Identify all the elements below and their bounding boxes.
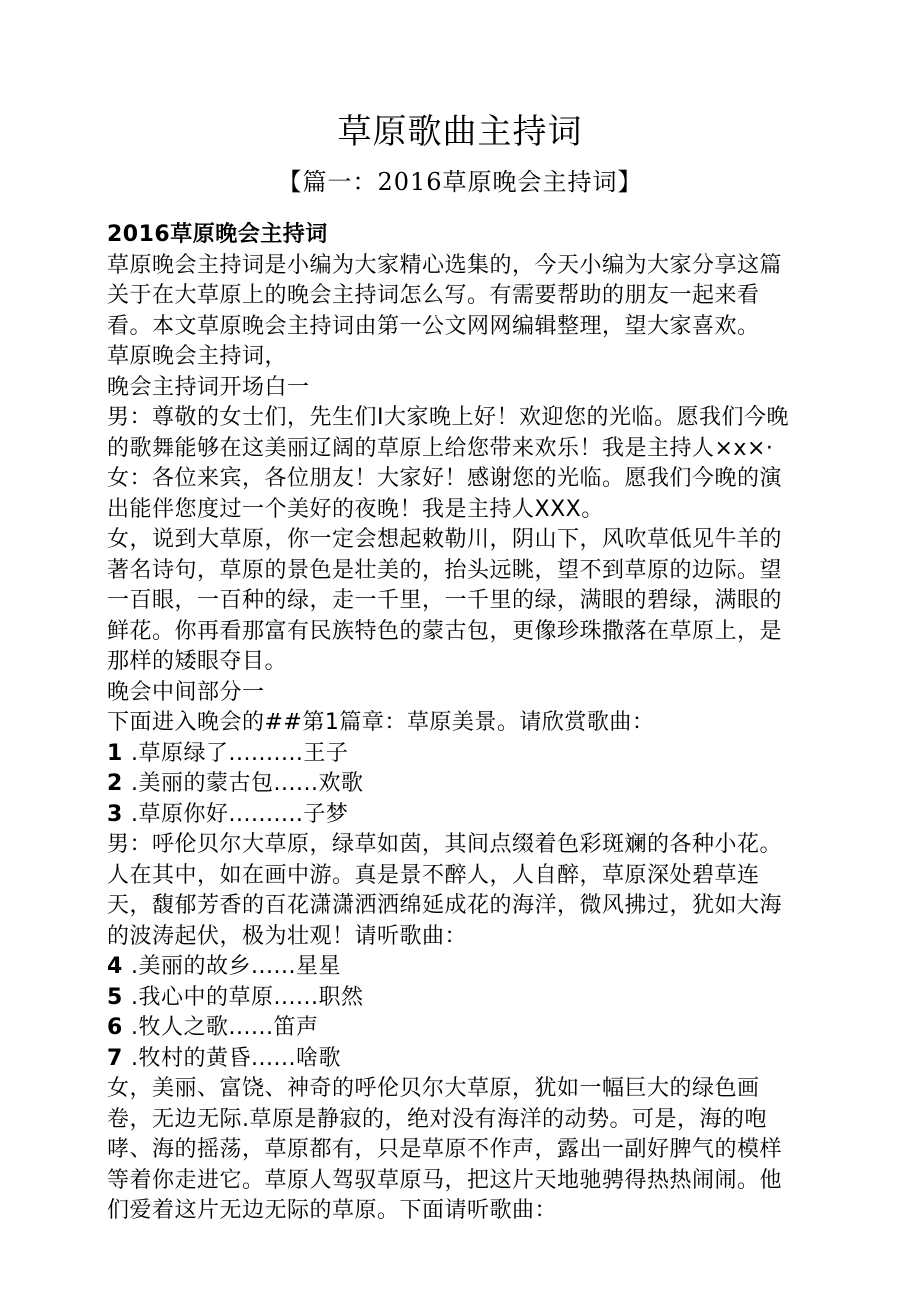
text-line bbox=[107, 403, 817, 434]
line-text: 女，说到大草原，你一定会想起敕勒川，阴山下，风吹草低见牛羊的 bbox=[107, 527, 783, 552]
line-text: 下面进入晚会的##第1篇章：草原美景。请欣赏歌曲： bbox=[107, 710, 655, 735]
song-number: 3 bbox=[107, 801, 123, 827]
song-list-item bbox=[107, 1013, 817, 1044]
text-line bbox=[107, 1166, 817, 1197]
text-line bbox=[107, 251, 817, 282]
line-text: 那样的矮眼夺目。 bbox=[107, 649, 288, 674]
line-text: 男：呼伦贝尔大草原，绿草如茵，其间点缀着色彩斑斓的各种小花。 bbox=[107, 832, 783, 857]
song-list-item bbox=[107, 769, 817, 800]
text-line bbox=[107, 708, 817, 739]
song-list-item bbox=[107, 739, 817, 770]
line-text: 晚会主持词开场白一 bbox=[107, 374, 310, 400]
line-text: 哮、海的摇荡，草原都有，只是草原不作声，露出一副好脾气的模样 bbox=[107, 1137, 783, 1162]
line-text: 女，美丽、富饶、神奇的呼伦贝尔大草原，犹如一幅巨大的绿色画 bbox=[107, 1076, 760, 1101]
line-text: 晚会中间部分一 bbox=[107, 679, 265, 705]
line-text: .牧人之歌......笛声 bbox=[131, 1015, 319, 1040]
song-number: 7 bbox=[107, 1045, 123, 1071]
text-line bbox=[107, 922, 817, 953]
line-text: 看。本文草原晚会主持词由第一公文网网编辑整理，望大家喜欢。 bbox=[107, 313, 760, 339]
line-text: 草原晚会主持词是小编为大家精心选集的，今天小编为大家分享这篇 bbox=[107, 252, 783, 278]
line-text: .美丽的故乡......星星 bbox=[131, 954, 341, 979]
line-text: .美丽的蒙古包......欢歌 bbox=[131, 771, 364, 796]
line-text: 的歌舞能够在这美丽辽阔的草原上给您带来欢乐！我是主持人×x×· bbox=[107, 435, 774, 461]
text-line bbox=[107, 220, 817, 251]
song-list-item bbox=[107, 1044, 817, 1075]
text-line bbox=[107, 281, 817, 312]
text-line bbox=[107, 1135, 817, 1166]
line-text: 一百眼，一百种的绿，走一千里，一千里的绿，满眼的碧绿，满眼的 bbox=[107, 588, 783, 613]
text-line bbox=[107, 891, 817, 922]
line-text: 女：各位来宾，各位朋友！大家好！感谢您的光临。愿我们今晚的演 bbox=[107, 466, 783, 491]
text-line bbox=[107, 373, 817, 404]
document-body bbox=[107, 220, 817, 1227]
text-line bbox=[107, 1105, 817, 1136]
text-line bbox=[107, 586, 817, 617]
text-line bbox=[107, 342, 817, 373]
line-text: 人在其中，如在画中游。真是景不醉人，人自醉，草原深处碧草连 bbox=[107, 862, 760, 888]
text-line bbox=[107, 556, 817, 587]
text-line bbox=[107, 1074, 817, 1105]
line-text: 卷，无边无际.草原是静寂的，绝对没有海洋的动势。可是，海的咆 bbox=[107, 1106, 767, 1132]
text-line bbox=[107, 678, 817, 709]
line-text: 天，馥郁芳香的百花潇潇洒洒绵延成花的海洋，微风拂过，犹如大海 bbox=[107, 893, 783, 918]
line-text: 鲜花。你再看那富有民族特色的蒙古包，更像珍珠撒落在草原上，是 bbox=[107, 618, 783, 644]
line-text: .草原绿了..........王子 bbox=[131, 740, 349, 766]
document-title: 草原歌曲主持词 bbox=[337, 112, 583, 152]
line-text: 等着你走进它。草原人驾驭草原马，把这片天地驰骋得热热闹闹。他 bbox=[107, 1167, 783, 1193]
line-text: 的波涛起伏，极为壮观！请听歌曲： bbox=[107, 923, 468, 949]
line-text: 出能伴您度过一个美好的夜晚！我是主持人XXX。 bbox=[107, 496, 604, 522]
text-line bbox=[107, 464, 817, 495]
text-line bbox=[107, 861, 817, 892]
song-list-item bbox=[107, 983, 817, 1014]
song-number: 4 bbox=[107, 954, 123, 979]
line-text: .牧村的黄昏......啥歌 bbox=[131, 1045, 341, 1071]
song-number: 2 bbox=[107, 771, 123, 796]
text-line bbox=[107, 1196, 817, 1227]
line-text: 们爱着这片无边无际的草原。下面请听歌曲： bbox=[107, 1198, 558, 1223]
text-line bbox=[107, 647, 817, 678]
song-list-item bbox=[107, 800, 817, 831]
line-text: 男：尊敬的女士们，先生们I大家晚上好！欢迎您的光临。愿我们今晚 bbox=[107, 405, 789, 430]
line-text: 著名诗句，草原的景色是壮美的，抬头远眺，望不到草原的边际。望 bbox=[107, 557, 783, 583]
line-text: 草原晚会主持词， bbox=[107, 344, 288, 369]
document-subtitle: 【篇一：2016草原晚会主持词】 bbox=[277, 168, 643, 196]
text-line bbox=[107, 617, 817, 648]
line-text: 2016草原晚会主持词 bbox=[107, 222, 328, 247]
text-line bbox=[107, 830, 817, 861]
text-line bbox=[107, 312, 817, 343]
song-list-item bbox=[107, 952, 817, 983]
text-line bbox=[107, 434, 817, 465]
line-text: .草原你好..........子梦 bbox=[131, 801, 349, 827]
song-number: 1 bbox=[107, 740, 123, 766]
song-number: 6 bbox=[107, 1015, 123, 1040]
line-text: .我心中的草原......职然 bbox=[131, 984, 364, 1010]
line-text: 关于在大草原上的晚会主持词怎么写。有需要帮助的朋友一起来看 bbox=[107, 283, 760, 308]
text-line bbox=[107, 495, 817, 526]
song-number: 5 bbox=[107, 984, 123, 1010]
text-line bbox=[107, 525, 817, 556]
